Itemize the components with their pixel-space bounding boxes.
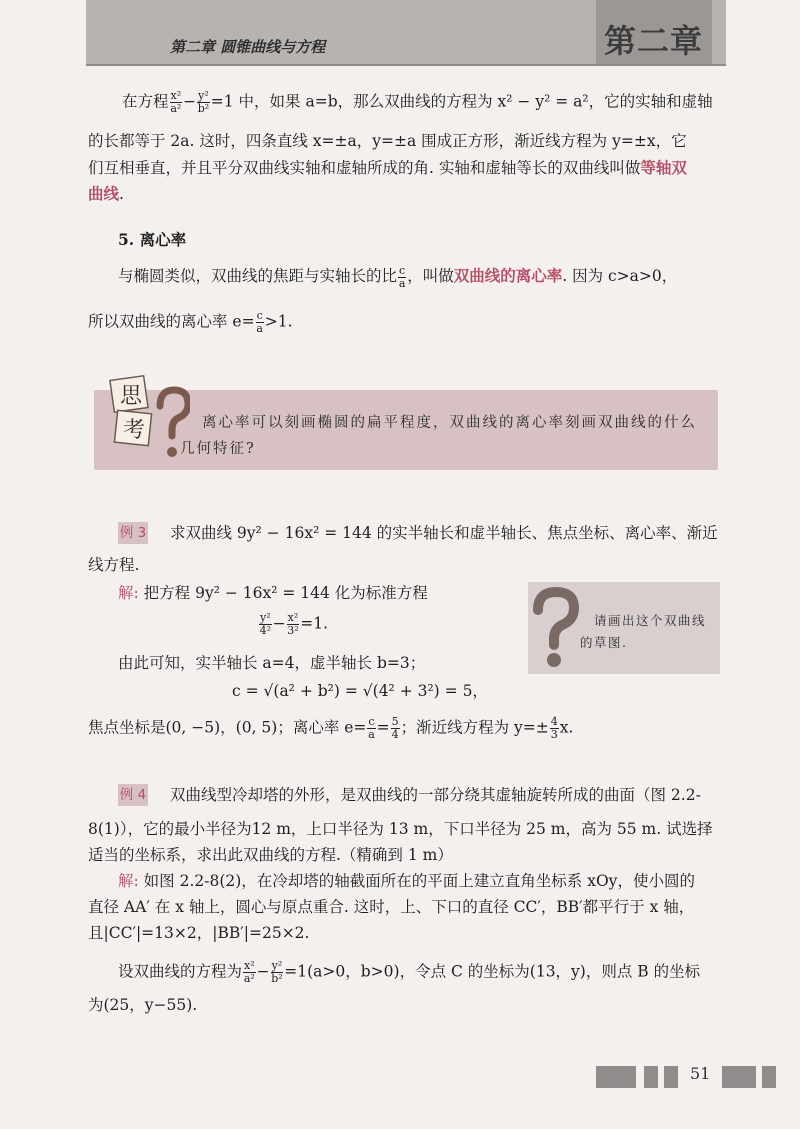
- denominator: b²: [197, 102, 210, 115]
- footer-bar: [664, 1066, 678, 1088]
- example3-sol-line2: 由此可知，实半轴长 a=4，虚半轴长 b=3；: [118, 654, 426, 672]
- para1-line1: [122, 90, 713, 115]
- footer-bar: [596, 1066, 636, 1088]
- think-line2: 几何特征?: [180, 441, 256, 457]
- think-char-kao: 考: [123, 418, 146, 443]
- example3-q-line2: 线方程.: [88, 556, 140, 574]
- minus-sign: −: [272, 614, 286, 633]
- para1-line4: [88, 182, 124, 206]
- term-highlight: 曲线: [88, 184, 120, 203]
- example3-sol-line3: 焦点坐标是(0, −5)，(0, 5)；离心率 e= $\frac{c}{a}$ = $\frac{5}{4}$ ；渐近线方程为 y=± $\frac{4}{3}$ x.: [88, 715, 574, 741]
- text: x.: [559, 718, 574, 737]
- header-title: 第二章 圆锥曲线与方程: [170, 38, 326, 56]
- example3-sol-line1: [118, 582, 428, 605]
- text: 如图 2.2-8(2)，在冷却塔的轴截面所在的平面上建立直角坐标系 xOy，使小圆的: [143, 872, 695, 890]
- think-text: [180, 410, 710, 462]
- section5-line1: [118, 264, 677, 290]
- numerator: c: [399, 263, 406, 277]
- denominator: a: [368, 728, 375, 741]
- numerator: x²: [244, 959, 255, 972]
- denominator: a: [398, 276, 406, 290]
- term-highlight: 双曲线的离心率: [453, 266, 563, 285]
- section-heading: 5. 离心率: [118, 230, 187, 249]
- side-note-line1: 请画出这个双曲线: [594, 613, 707, 628]
- section5-line2: [88, 310, 293, 335]
- denominator: 4: [391, 728, 399, 741]
- text: 在方程: [122, 92, 169, 111]
- fraction: [259, 612, 272, 637]
- fraction: [550, 716, 559, 741]
- fraction: [391, 716, 400, 741]
- numerator: y²: [271, 959, 283, 972]
- side-note-text: [580, 610, 718, 654]
- example4-line2: 8(1)），它的最小半径为12 m，上口半径为 13 m，下口半径为 25 m，高为 55 m. 试选择: [88, 820, 713, 838]
- fraction: [367, 716, 375, 741]
- example4-sol-line2: 直径 AA′ 在 x 轴上，圆心与原点重合. 这时，上、下口的直径 CC′，BB′都平行于 x 轴，: [88, 898, 695, 916]
- text: 们互相垂直，并且平分双曲线实轴和虚轴所成的角. 实轴和虚轴等长的双曲线叫做: [88, 159, 641, 177]
- page-number: 51: [690, 1064, 711, 1083]
- example3-badge: 例 3: [118, 522, 148, 544]
- chapter-tab-label: 第二章: [604, 22, 704, 60]
- footer-bar: [762, 1066, 776, 1088]
- minus-sign: −: [256, 962, 270, 981]
- numerator: 4: [550, 715, 558, 728]
- denominator: a²: [243, 972, 255, 985]
- denominator: a: [256, 322, 263, 335]
- numerator: y²: [198, 89, 209, 102]
- text: 设双曲线的方程为: [118, 962, 243, 981]
- example4-sol-line1: [118, 870, 695, 893]
- solution-label: 解:: [118, 872, 139, 890]
- example3-eq2: c = √(a² + b²) = √(4² + 3²) = 5，: [232, 682, 488, 700]
- example4-line3: 适当的坐标系，求出此双曲线的方程.（精确到 1 m）: [88, 846, 453, 864]
- denominator: 3²: [287, 624, 299, 637]
- text: ；渐近线方程为 y=±: [400, 718, 549, 737]
- side-note-line2: 的草图.: [580, 635, 628, 650]
- footer-bar: [722, 1066, 756, 1088]
- fraction: [170, 90, 183, 115]
- denominator: a²: [170, 102, 182, 115]
- denominator: 4²: [259, 624, 272, 637]
- text: . 因为 c>a>0，: [562, 267, 678, 285]
- text: >1.: [264, 312, 293, 331]
- text: ，叫做: [407, 267, 454, 285]
- para1-line2: 的长都等于 2a. 这时，四条直线 x=±a，y=±a 围成正方形，渐近线方程为 y=±x，它: [88, 132, 687, 150]
- example3-eq1: [258, 612, 328, 637]
- think-char-si: 思: [120, 384, 143, 409]
- text: =1.: [300, 614, 329, 633]
- para1-line3: [88, 156, 687, 180]
- fraction: [287, 612, 300, 637]
- numerator: c: [256, 309, 263, 322]
- example4-line1: 双曲线型冷却塔的外形，是双曲线的一部分绕其虚轴旋转所成的曲面（图 2.2-: [170, 786, 701, 804]
- denominator: 3: [550, 728, 558, 741]
- denominator: b²: [271, 972, 283, 985]
- question-mark-icon: [526, 586, 586, 670]
- numerator: 5: [391, 715, 399, 728]
- fraction: [243, 960, 256, 985]
- text: 所以双曲线的离心率 e=: [88, 312, 255, 331]
- text: =1 中，如果 a=b，那么双曲线的方程为 x² − y² = a²，它的实轴和虚轴: [210, 92, 713, 111]
- text: =1(a>0，b>0)，令点 C 的坐标为(13，y)，则点 B 的坐标: [284, 962, 701, 981]
- fraction: [256, 310, 264, 335]
- think-line1: 离心率可以刻画椭圆的扁平程度，双曲线的离心率刻画双曲线的什么: [202, 415, 697, 431]
- footer-bar: [644, 1066, 658, 1088]
- fraction: [271, 960, 284, 985]
- text: .: [119, 185, 124, 203]
- numerator: c: [368, 715, 375, 728]
- numerator: y²: [260, 611, 271, 624]
- minus-sign: −: [183, 92, 197, 111]
- think-icon: [108, 372, 190, 462]
- example4-sol-line3: 且|CC′|=13×2，|BB′|=25×2.: [88, 924, 310, 942]
- numerator: x²: [287, 611, 299, 624]
- text: 焦点坐标是(0, −5)，(0, 5)；离心率 e=: [88, 718, 367, 737]
- example4-sol-line5: 为(25，y−55).: [88, 996, 198, 1014]
- fraction: [197, 90, 210, 115]
- solution-label: 解:: [118, 584, 139, 602]
- example4-badge: 例 4: [118, 784, 148, 806]
- text: 与椭圆类似，双曲线的焦距与实轴长的比: [118, 267, 398, 285]
- example3-q-line1: 求双曲线 9y² − 16x² = 144 的实半轴长和虚半轴长、焦点坐标、离心率、渐近: [170, 524, 718, 542]
- fraction: [398, 265, 406, 290]
- term-highlight: 等轴双: [640, 158, 687, 177]
- text: 把方程 9y² − 16x² = 144 化为标准方程: [143, 584, 428, 602]
- example4-sol-line4: [118, 960, 700, 985]
- numerator: x²: [170, 89, 182, 102]
